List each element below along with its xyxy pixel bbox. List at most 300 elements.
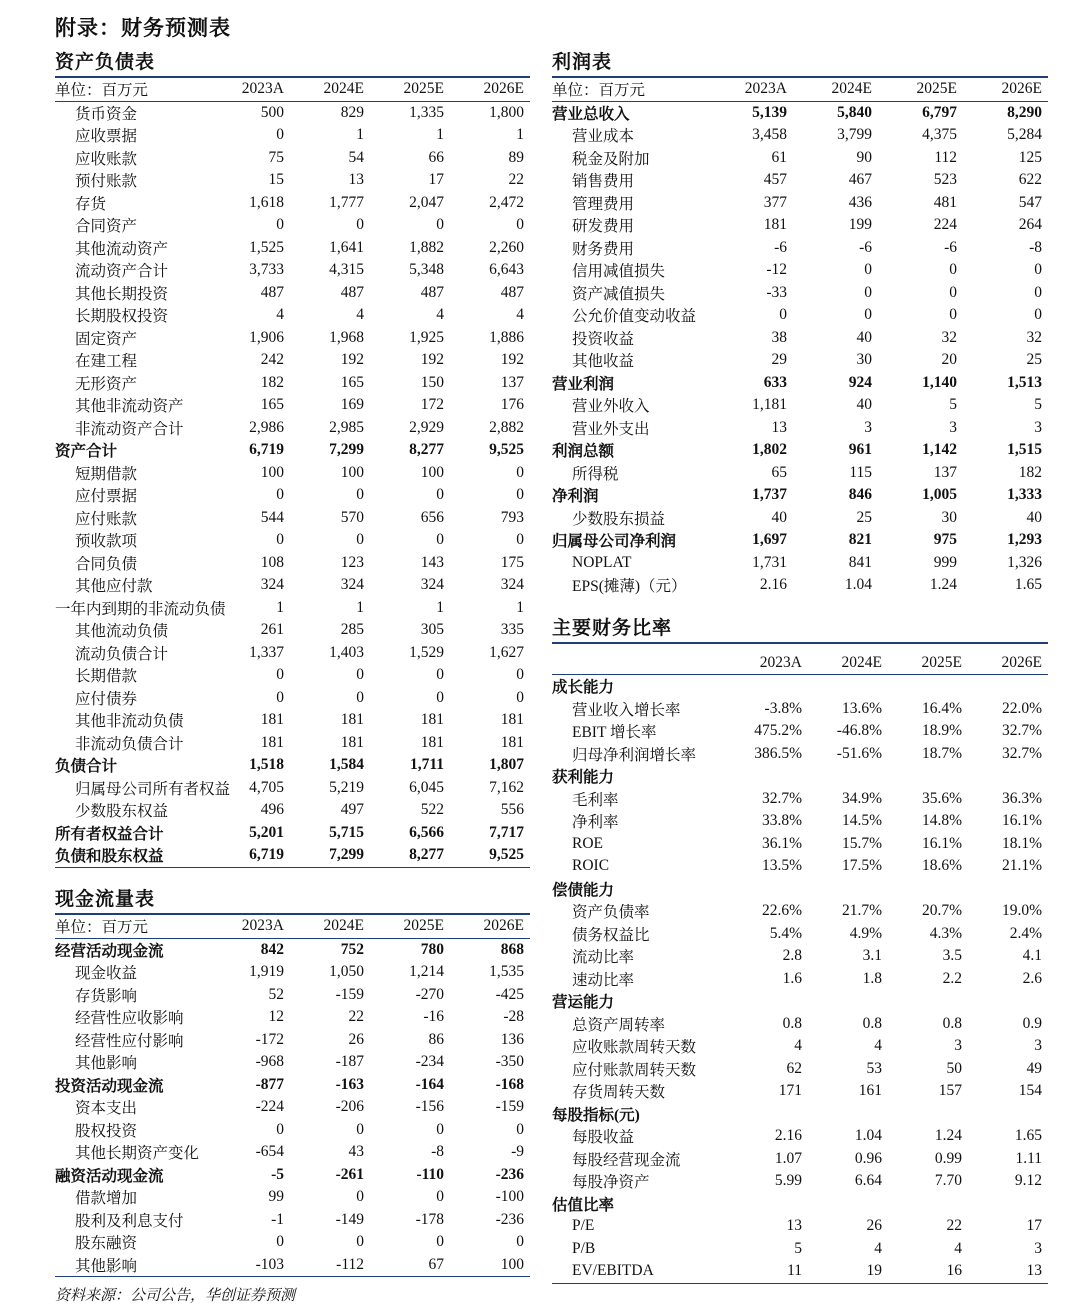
table-row xyxy=(552,1013,1048,1036)
cell-value: 1,925 xyxy=(409,328,444,346)
cell-value: 487 xyxy=(340,283,364,301)
cell-value: 1.8 xyxy=(862,969,882,987)
cell-value: 0 xyxy=(1034,283,1042,301)
cell-value: -51.6% xyxy=(836,744,882,762)
cell-value: -877 xyxy=(255,1075,284,1093)
cell-value: 67 xyxy=(370,1254,450,1277)
income-statement-title: 利润表 xyxy=(552,50,1048,78)
cell-value: 4 xyxy=(794,1037,802,1055)
row-label: 管理费用 xyxy=(572,195,635,213)
row-label: 在建工程 xyxy=(75,353,138,371)
cell-value: 633 xyxy=(763,373,787,391)
cell-value: -159 xyxy=(335,985,364,1003)
row-label: 成长能力 xyxy=(552,679,615,697)
cell-value: 0 xyxy=(1034,261,1042,279)
cell-value: 1,711 xyxy=(409,756,444,774)
cell-value: 19 xyxy=(808,1260,888,1283)
table-row xyxy=(55,552,530,575)
row-label: 合同资产 xyxy=(75,218,138,236)
cell-value: 324 xyxy=(500,576,524,594)
cell-value: 115 xyxy=(849,463,872,481)
cell-value: -270 xyxy=(415,985,444,1003)
cell-value: 61 xyxy=(771,148,787,166)
cell-value: 0 xyxy=(864,261,872,279)
cell-value: 1,142 xyxy=(922,441,957,459)
table-row xyxy=(55,417,530,440)
cell-value: 172 xyxy=(420,396,444,414)
cell-value: 975 xyxy=(933,531,957,549)
cell-value: 12 xyxy=(268,1008,284,1026)
row-label: 短期借款 xyxy=(75,465,138,483)
cell-value xyxy=(968,990,1048,1013)
cell-value: 1,403 xyxy=(329,643,364,661)
cell-value: 192 xyxy=(340,351,364,369)
cell-value: 1.04 xyxy=(854,1127,882,1145)
column-header: 2024E xyxy=(290,78,370,101)
row-label: 其他影响 xyxy=(75,1055,138,1073)
table-row xyxy=(55,777,530,800)
row-label: 营业外收入 xyxy=(572,398,650,416)
cell-value: 261 xyxy=(260,621,284,639)
cell-value: 3,733 xyxy=(249,261,284,279)
row-label: 信用减值损失 xyxy=(572,263,666,281)
cell-value: 9,525 xyxy=(450,844,530,867)
cell-value: 1 xyxy=(356,126,364,144)
row-label: P/B xyxy=(572,1239,596,1257)
row-label: 应付债券 xyxy=(75,690,138,708)
cell-value: 40 xyxy=(771,508,787,526)
table-row xyxy=(552,1058,1048,1081)
table-row xyxy=(55,1051,530,1074)
cell-value: 143 xyxy=(420,553,444,571)
cell-value: 3,458 xyxy=(752,126,787,144)
row-label: 非流动资产合计 xyxy=(75,420,184,438)
row-label: 其他收益 xyxy=(572,353,635,371)
cell-value: 547 xyxy=(1018,193,1042,211)
cell-value: -187 xyxy=(335,1053,364,1071)
cell-value: 175 xyxy=(500,553,524,571)
cell-value xyxy=(808,765,888,788)
cell-value: 20 xyxy=(941,351,957,369)
cell-value: -206 xyxy=(335,1098,364,1116)
row-label: 公允价值变动收益 xyxy=(572,308,697,326)
cell-value: 75 xyxy=(268,148,284,166)
cell-value xyxy=(968,765,1048,788)
row-label: 资产负债率 xyxy=(572,904,650,922)
cell-value: 2,472 xyxy=(489,193,524,211)
cell-value: 0 xyxy=(436,1233,444,1251)
cell-value: 6,643 xyxy=(489,261,524,279)
column-header: 2026E xyxy=(450,915,530,938)
cell-value: 242 xyxy=(260,351,284,369)
row-label: 营业总收入 xyxy=(552,105,630,123)
cell-value: 3 xyxy=(949,418,957,436)
table-row xyxy=(552,372,1048,395)
cell-value: -425 xyxy=(495,985,524,1003)
cell-value: 1.65 xyxy=(1014,1127,1042,1145)
cell-value: 487 xyxy=(420,283,444,301)
cell-value: 66 xyxy=(428,148,444,166)
cell-value: 436 xyxy=(848,193,872,211)
row-label: EV/EBITDA xyxy=(552,1260,728,1283)
row-label: 所有者权益合计 xyxy=(55,825,164,843)
cell-value: -3.8% xyxy=(764,699,802,717)
cell-value: 0 xyxy=(276,666,284,684)
cell-value: 475.2% xyxy=(754,722,802,740)
table-row xyxy=(552,214,1048,237)
cell-value: 0.8 xyxy=(942,1014,962,1032)
table-row xyxy=(55,1254,530,1277)
table-row xyxy=(552,304,1048,327)
cell-value: 150 xyxy=(420,373,444,391)
column-header: 2026E xyxy=(450,78,530,101)
cell-value: 1,731 xyxy=(752,553,787,571)
cell-value: 7,299 xyxy=(329,441,364,459)
cell-value: 868 xyxy=(500,940,524,958)
cell-value: 137 xyxy=(933,463,957,481)
cell-value: 100 xyxy=(260,463,284,481)
cell-value: -6 xyxy=(944,238,957,256)
cell-value: 5,840 xyxy=(837,103,872,121)
cell-value: 8,290 xyxy=(1007,103,1042,121)
cell-value: 4 xyxy=(874,1239,882,1257)
cell-value: 17 xyxy=(428,171,444,189)
row-label: 股利及利息支付 xyxy=(75,1212,184,1230)
cell-value: -8 xyxy=(431,1143,444,1161)
cell-value: -112 xyxy=(290,1254,370,1277)
table-row xyxy=(552,1238,1048,1261)
cell-value: 0 xyxy=(356,1233,364,1251)
cell-value: 3.5 xyxy=(942,947,962,965)
table-row xyxy=(552,349,1048,372)
cell-value: 1,627 xyxy=(489,643,524,661)
cell-value: 14.5% xyxy=(841,812,882,830)
cell-value xyxy=(968,878,1048,901)
cell-value: 842 xyxy=(260,940,284,958)
cell-value: 3 xyxy=(1034,1037,1042,1055)
table-row xyxy=(552,878,1048,901)
cell-value: 6,566 xyxy=(409,823,444,841)
row-label: 合同负债 xyxy=(75,555,138,573)
table-row xyxy=(552,237,1048,260)
table-row xyxy=(55,619,530,642)
cell-value: 30 xyxy=(856,351,872,369)
table-row xyxy=(552,788,1048,811)
row-label: ROIC xyxy=(572,857,610,875)
cell-value: 4 xyxy=(874,1037,882,1055)
cell-value xyxy=(968,1193,1048,1216)
cell-value: 0 xyxy=(516,1120,524,1138)
cell-value: -168 xyxy=(495,1075,524,1093)
cell-value: 2,882 xyxy=(489,418,524,436)
row-label: 应付票据 xyxy=(75,488,138,506)
cell-value: 500 xyxy=(260,103,284,121)
table-row xyxy=(55,1029,530,1052)
row-label: 少数股东损益 xyxy=(572,510,666,528)
cell-value: 30 xyxy=(941,508,957,526)
cell-value xyxy=(808,878,888,901)
table-row xyxy=(55,1141,530,1164)
cell-value: 2.4% xyxy=(1009,924,1042,942)
table-row xyxy=(55,1074,530,1097)
cell-value: 8,277 xyxy=(409,441,444,459)
cell-value: 0 xyxy=(516,1233,524,1251)
cell-value: 1.07 xyxy=(774,1149,802,1167)
row-label: 其他长期投资 xyxy=(75,285,169,303)
cell-value: 182 xyxy=(1018,463,1042,481)
cell-value: -28 xyxy=(503,1008,524,1026)
unit-label: 单位：百万元 xyxy=(55,78,210,101)
cell-value: 1 xyxy=(356,598,364,616)
cell-value: 125 xyxy=(1018,148,1042,166)
column-header: 2025E xyxy=(370,78,450,101)
table-row xyxy=(55,507,530,530)
row-label: 其他非流动负债 xyxy=(75,713,184,731)
balance-sheet-title: 资产负债表 xyxy=(55,50,530,78)
cell-value: 0 xyxy=(436,688,444,706)
row-label: 营业外支出 xyxy=(572,420,650,438)
cell-value: 16.4% xyxy=(921,699,962,717)
cell-value: 487 xyxy=(500,283,524,301)
cell-value: 846 xyxy=(848,486,872,504)
cell-value: 570 xyxy=(340,508,364,526)
table-row xyxy=(55,732,530,755)
cell-value: 2.6 xyxy=(1022,969,1042,987)
cell-value: -159 xyxy=(495,1098,524,1116)
row-label: 销售费用 xyxy=(572,173,635,191)
cell-value: 1,584 xyxy=(329,756,364,774)
cell-value: 7,299 xyxy=(290,844,370,867)
cell-value: 3 xyxy=(864,418,872,436)
source-note: 资料来源：公司公告，华创证券预测 xyxy=(55,1288,296,1304)
row-label: 经营性应收影响 xyxy=(75,1010,184,1028)
cell-value: 0 xyxy=(516,688,524,706)
cell-value: 1,140 xyxy=(922,373,957,391)
cell-value: 49 xyxy=(1026,1059,1042,1077)
cell-value: 7,162 xyxy=(489,778,524,796)
row-label: NOPLAT xyxy=(572,553,632,571)
table-row xyxy=(55,327,530,350)
cell-value: 16 xyxy=(888,1260,968,1283)
cell-value: 5 xyxy=(794,1239,802,1257)
cell-value: 199 xyxy=(848,216,872,234)
cell-value: 4,375 xyxy=(922,126,957,144)
column-header: 2026E xyxy=(968,644,1048,675)
cell-value: 821 xyxy=(848,531,872,549)
cell-value: 1,807 xyxy=(489,756,524,774)
cell-value: 25 xyxy=(1026,351,1042,369)
cell-value: 1 xyxy=(436,126,444,144)
ratios-title: 主要财务比率 xyxy=(552,616,1048,644)
page-title: 附录：财务预测表 xyxy=(55,16,231,40)
cell-value: 1 xyxy=(516,126,524,144)
cell-value: 0 xyxy=(276,531,284,549)
cell-value: 4.1 xyxy=(1022,947,1042,965)
cell-value: 0 xyxy=(516,531,524,549)
column-header: 2025E xyxy=(888,644,968,675)
cell-value: -172 xyxy=(255,1030,284,1048)
cell-value: 0 xyxy=(356,1188,364,1206)
cell-value: 0 xyxy=(276,486,284,504)
cell-value: 99 xyxy=(268,1188,284,1206)
table-row xyxy=(552,439,1048,462)
cell-value: 0 xyxy=(516,486,524,504)
row-label: 资产减值损失 xyxy=(572,285,666,303)
cell-value: -261 xyxy=(335,1165,364,1183)
table-row xyxy=(55,214,530,237)
table-row xyxy=(552,529,1048,552)
cell-value: 17 xyxy=(1026,1217,1042,1235)
cell-value: 6,719 xyxy=(249,441,284,459)
cell-value: 0.96 xyxy=(854,1149,882,1167)
cell-value: 2.16 xyxy=(759,576,787,594)
row-label: 应收账款 xyxy=(75,150,138,168)
cell-value: 5 xyxy=(1034,396,1042,414)
cell-value: 22.6% xyxy=(761,902,802,920)
unit-label: 单位：百万元 xyxy=(552,78,708,101)
cell-value: 2.8 xyxy=(782,947,802,965)
row-label: 投资活动现金流 xyxy=(55,1077,164,1095)
table-row xyxy=(552,147,1048,170)
table-row xyxy=(552,394,1048,417)
cell-value: 2.2 xyxy=(942,969,962,987)
cell-value: 40 xyxy=(1026,508,1042,526)
cell-value: 0 xyxy=(276,688,284,706)
cell-value: 38 xyxy=(771,328,787,346)
cell-value: 386.5% xyxy=(754,744,802,762)
cell-value: 1,525 xyxy=(249,238,284,256)
cell-value xyxy=(888,990,968,1013)
cell-value: 161 xyxy=(858,1082,882,1100)
table-row xyxy=(552,720,1048,743)
cell-value: 0.9 xyxy=(1022,1014,1042,1032)
cell-value: 32.7% xyxy=(761,789,802,807)
column-header: 2025E xyxy=(878,78,963,101)
row-label: 货币资金 xyxy=(75,105,138,123)
cell-value: -6 xyxy=(859,238,872,256)
row-label: 应付账款 xyxy=(75,510,138,528)
cell-value: 100 xyxy=(420,463,444,481)
cell-value: 192 xyxy=(500,351,524,369)
cell-value: -224 xyxy=(255,1098,284,1116)
cell-value: 224 xyxy=(933,216,957,234)
cell-value: 1,886 xyxy=(489,328,524,346)
cell-value: -100 xyxy=(495,1188,524,1206)
table-row xyxy=(552,507,1048,530)
cell-value: 6.64 xyxy=(854,1172,882,1190)
income-statement-section xyxy=(552,50,1048,597)
cell-value: 324 xyxy=(420,576,444,594)
table-row xyxy=(55,1186,530,1209)
row-label: 一年内到期的非流动负债 xyxy=(55,600,226,618)
cell-value: 4 xyxy=(356,306,364,324)
row-label: 每股经营现金流 xyxy=(572,1151,681,1169)
cell-value: 33.8% xyxy=(761,812,802,830)
row-label: 获利能力 xyxy=(552,769,615,787)
cell-value: 1,181 xyxy=(752,396,787,414)
cell-value: 1,518 xyxy=(249,756,284,774)
cell-value: 841 xyxy=(848,553,872,571)
cell-value: 335 xyxy=(500,621,524,639)
cell-value: 22 xyxy=(508,171,524,189)
table-row xyxy=(55,462,530,485)
row-label: 应收账款周转天数 xyxy=(572,1039,697,1057)
cell-value: -968 xyxy=(255,1053,284,1071)
row-label: 估值比率 xyxy=(552,1196,615,1214)
cell-value: 4,315 xyxy=(329,261,364,279)
table-row xyxy=(552,1148,1048,1171)
cell-value: 19.0% xyxy=(1001,902,1042,920)
row-label: 经营性应付影响 xyxy=(75,1032,184,1050)
cell-value: 7.70 xyxy=(934,1172,962,1190)
cell-value: 34.9% xyxy=(841,789,882,807)
table-row xyxy=(55,642,530,665)
income-statement-table xyxy=(552,78,1048,597)
table-row xyxy=(55,1096,530,1119)
table-row xyxy=(55,574,530,597)
row-label: 所得税 xyxy=(572,465,619,483)
cell-value: -46.8% xyxy=(836,722,882,740)
cell-value: 3 xyxy=(954,1037,962,1055)
cell-value: 181 xyxy=(500,733,524,751)
cell-value: 1,535 xyxy=(489,963,524,981)
cell-value: -103 xyxy=(210,1254,290,1277)
unit-label: 单位：百万元 xyxy=(55,915,210,938)
cell-value: 1,513 xyxy=(1007,373,1042,391)
table-row xyxy=(552,765,1048,788)
column-header: 2023A xyxy=(708,78,793,101)
cell-value: 165 xyxy=(340,373,364,391)
cell-value: 32 xyxy=(941,328,957,346)
cell-value: 43 xyxy=(348,1143,364,1161)
cell-value: 0 xyxy=(436,1120,444,1138)
cell-value: 4 xyxy=(954,1239,962,1257)
cell-value: 4,705 xyxy=(249,778,284,796)
cell-value: 752 xyxy=(340,940,364,958)
cell-value: 5,139 xyxy=(752,103,787,121)
ratios-table xyxy=(552,644,1048,1284)
table-row xyxy=(55,1006,530,1029)
row-label: 流动负债合计 xyxy=(75,645,169,663)
cell-value: 1.04 xyxy=(844,576,872,594)
row-label: 其他应付款 xyxy=(75,578,153,596)
table-header-row xyxy=(552,78,1048,101)
cell-value: 1,214 xyxy=(409,963,444,981)
cell-value: 0 xyxy=(1034,306,1042,324)
table-row xyxy=(55,169,530,192)
cell-value: 0 xyxy=(276,1120,284,1138)
table-row xyxy=(552,1125,1048,1148)
row-label: 预付账款 xyxy=(75,173,138,191)
cell-value: 181 xyxy=(340,711,364,729)
table-row xyxy=(552,327,1048,350)
cell-value: 53 xyxy=(866,1059,882,1077)
table-row xyxy=(55,259,530,282)
row-label: 其他影响 xyxy=(55,1254,210,1277)
cell-value: 181 xyxy=(500,711,524,729)
row-label: 资本支出 xyxy=(75,1100,138,1118)
row-label: 营运能力 xyxy=(552,994,615,1012)
cell-value xyxy=(968,675,1048,698)
cell-value: -163 xyxy=(335,1075,364,1093)
column-header: 2023A xyxy=(210,78,290,101)
row-label: 长期股权投资 xyxy=(75,308,169,326)
cell-value: 0 xyxy=(356,688,364,706)
cell-value: 20.7% xyxy=(921,902,962,920)
cell-value xyxy=(808,1103,888,1126)
row-label: 资产合计 xyxy=(55,443,118,461)
cell-value: 169 xyxy=(340,396,364,414)
